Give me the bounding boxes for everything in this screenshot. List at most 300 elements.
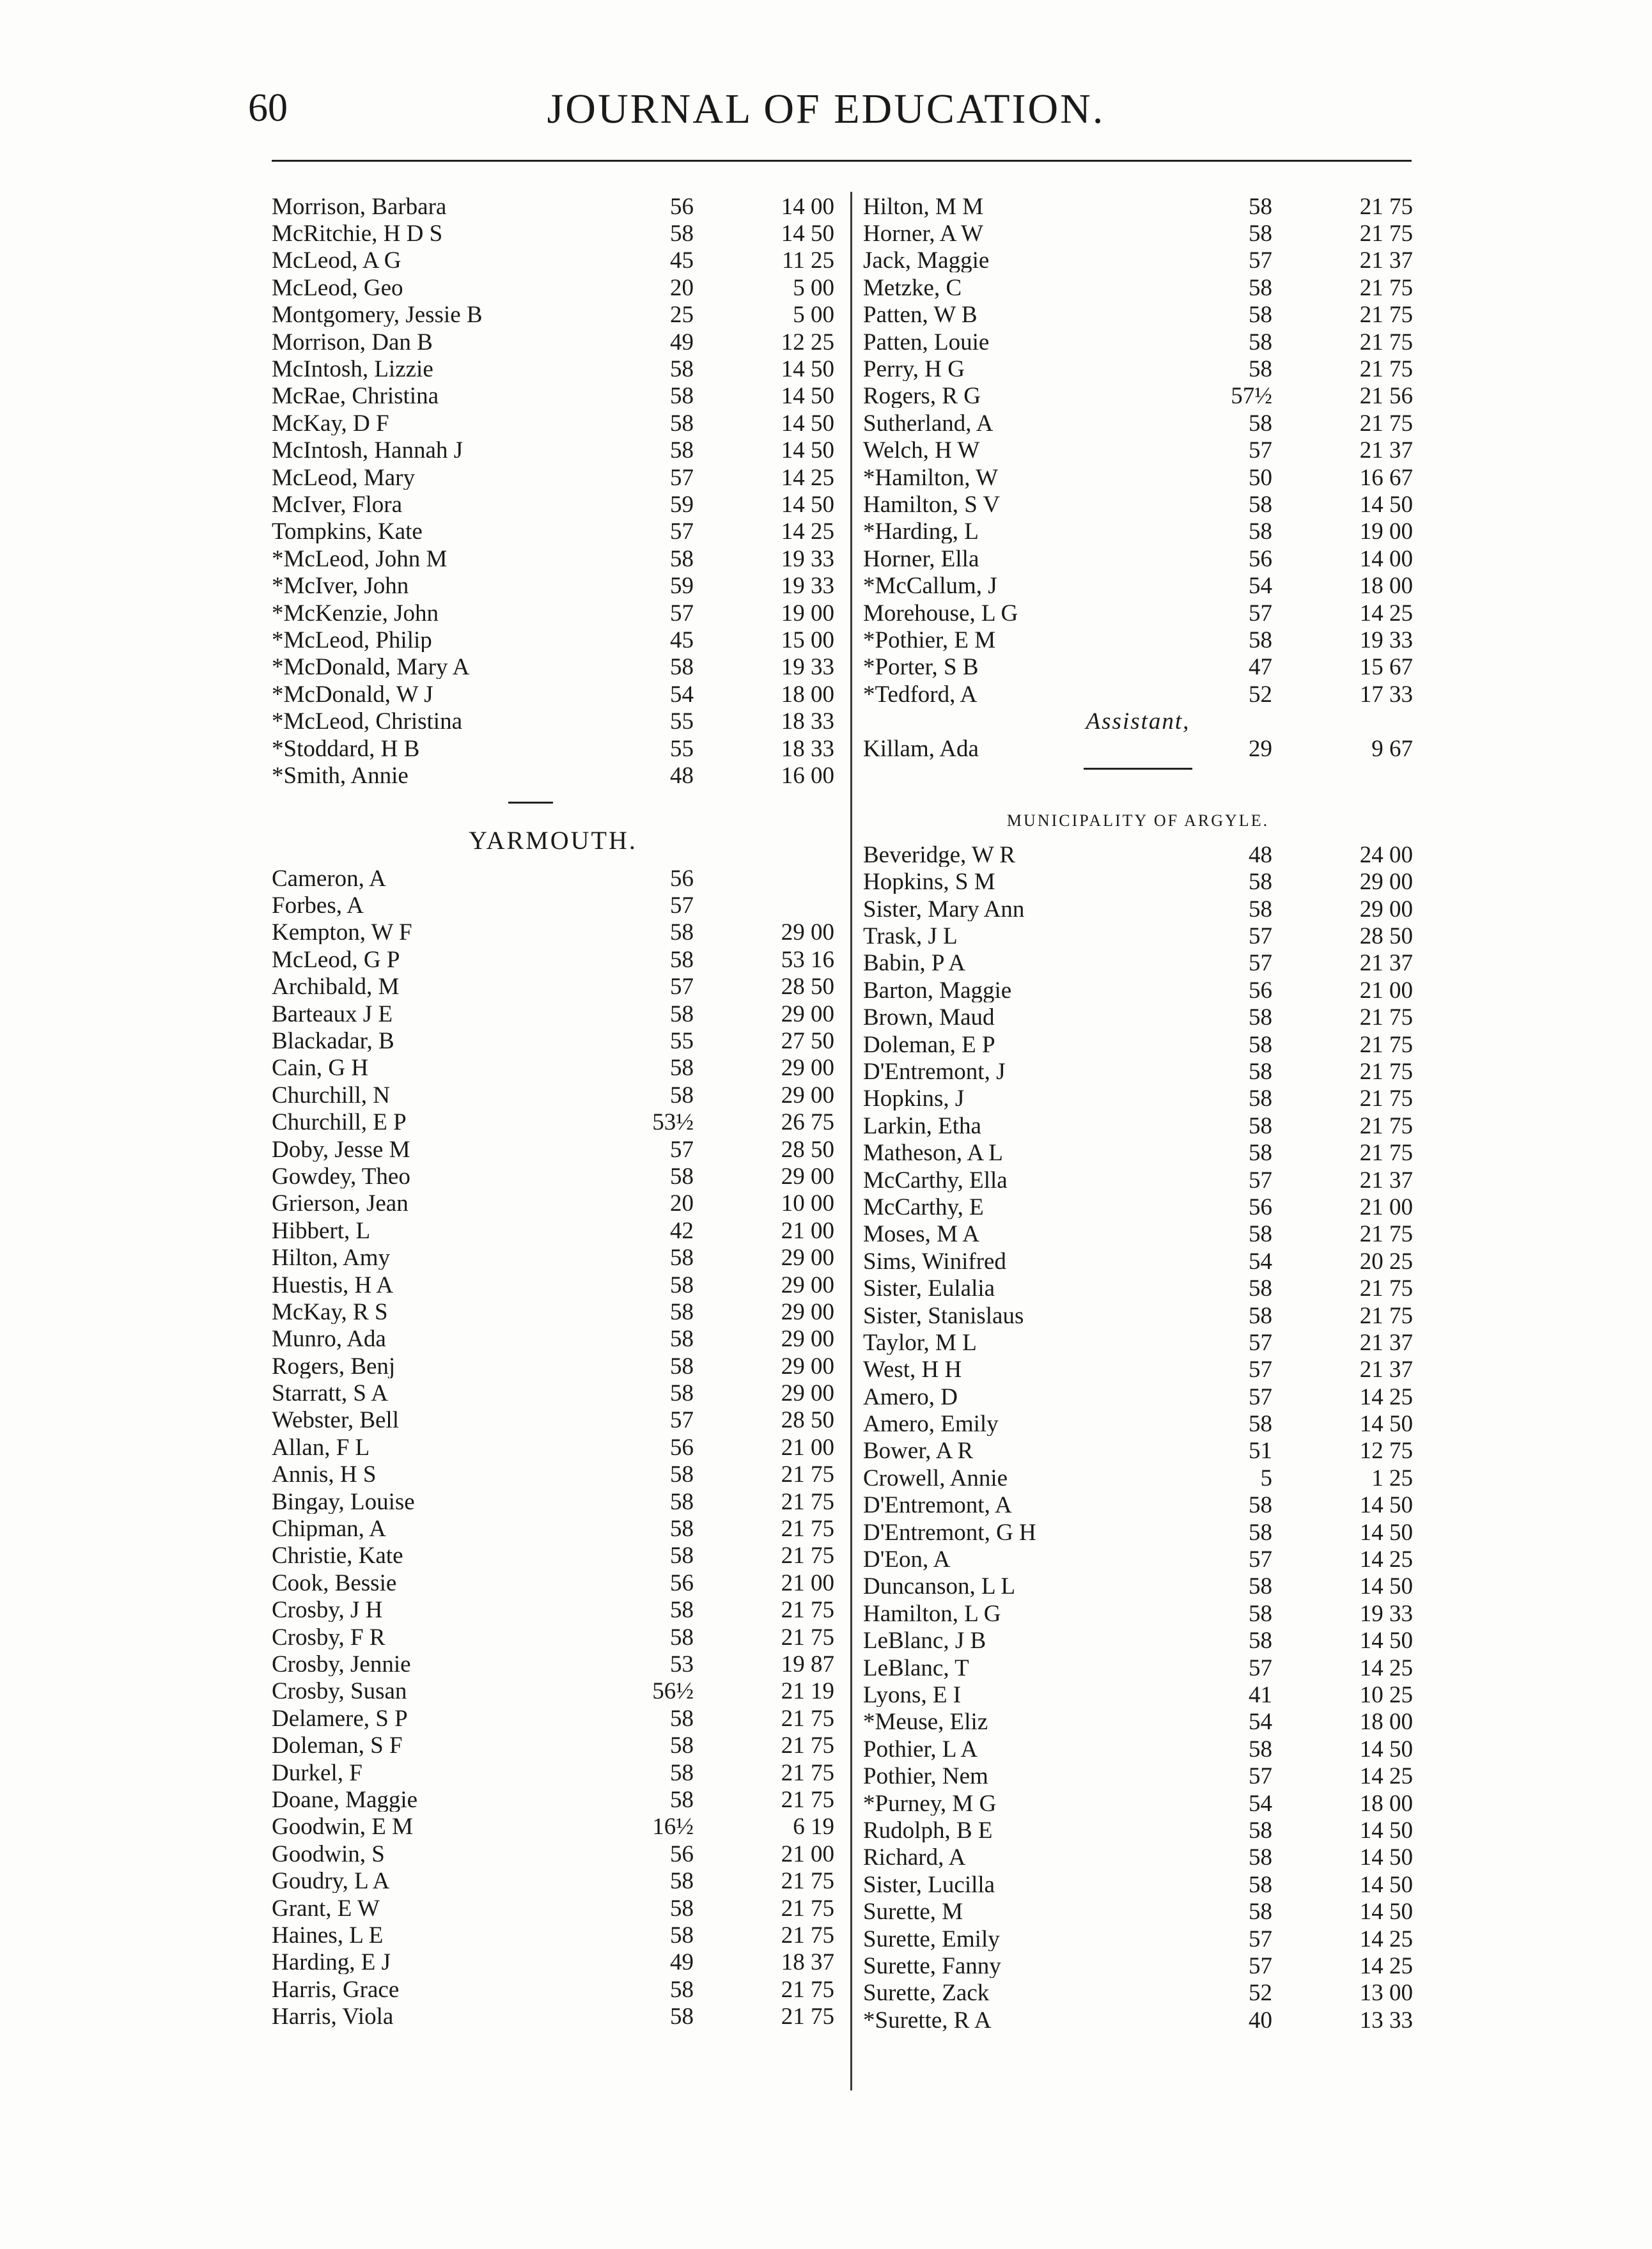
teacher-name: *Harding, L [863,520,979,544]
days-taught: 56 [670,1569,694,1596]
teacher-name: Larkin, Etha [863,1114,981,1138]
days-taught: 57 [670,1407,694,1434]
table-row [863,869,1413,896]
teacher-name: Morehouse, L G [863,601,1018,625]
days-taught: 57 [670,600,694,626]
table-row [272,1027,834,1054]
table-row [863,1275,1413,1302]
table-row [272,1434,834,1461]
amount: 14 25 [781,464,834,491]
table-row [272,302,834,329]
days-taught: 58 [670,1326,694,1353]
days-taught: 29 [1249,735,1272,762]
table-row [272,1732,834,1759]
table-row [272,1380,834,1406]
amount: 12 75 [1359,1438,1413,1465]
amount: 21 75 [781,1488,834,1515]
teacher-name: Gowdey, Theo [272,1164,410,1188]
amount: 21 75 [1359,1059,1413,1086]
days-taught: 58 [670,1868,694,1895]
amount: 21 75 [1359,1004,1413,1031]
amount: 28 50 [781,974,834,1000]
amount: 14 25 [1359,600,1413,626]
table-row [272,491,834,518]
days-taught: 58 [1249,410,1272,437]
table-row [863,1329,1413,1356]
amount: 6 19 [793,1814,834,1840]
days-taught: 56 [670,1434,694,1461]
days-taught: 57 [670,464,694,491]
table-row [863,247,1413,274]
amount: 21 75 [781,1732,834,1759]
days-taught: 59 [670,573,694,600]
table-row [272,626,834,653]
days-taught: 45 [670,247,694,274]
days-taught: 58 [1249,518,1272,545]
teacher-name: LeBlanc, T [863,1656,969,1680]
amount: 21 75 [781,1705,834,1732]
days-taught: 58 [1249,1031,1272,1058]
amount: 14 50 [1359,491,1413,518]
amount: 21 75 [1359,1086,1413,1112]
table-row [863,545,1413,572]
teacher-name: *McCallum, J [863,574,997,598]
amount: 21 75 [1359,1302,1413,1329]
amount: 14 50 [1359,1899,1413,1926]
table-row [863,1736,1413,1763]
days-taught: 56 [670,865,694,892]
teacher-name: Hibbert, L [272,1218,371,1243]
amount: 21 75 [1359,1275,1413,1302]
amount: 21 75 [1359,1031,1413,1058]
days-taught: 58 [670,1298,694,1325]
table-row [863,1926,1413,1952]
teacher-name: Crosby, J H [272,1598,383,1623]
table-row [863,1709,1413,1736]
days-taught: 58 [1249,1492,1272,1519]
days-taught: 56 [1249,545,1272,572]
amount: 21 75 [781,1895,834,1922]
table-row [863,977,1413,1004]
teacher-name: Crowell, Annie [863,1466,1008,1490]
teacher-name: D'Entremont, J [863,1060,1006,1084]
teacher-name: Morrison, Barbara [272,194,447,219]
days-taught: 58 [1249,1573,1272,1600]
teacher-name: *Porter, S B [863,655,979,680]
amount: 21 75 [781,1516,834,1543]
days-taught: 57 [670,518,694,545]
days-taught: 58 [1249,356,1272,383]
teacher-name: Matheson, A L [863,1141,1003,1165]
table-row [272,1678,834,1705]
table-row [863,437,1413,464]
table-row [272,2003,834,2030]
teacher-name: Huestis, H A [272,1273,394,1297]
table-row [863,1004,1413,1031]
table-row [863,841,1413,868]
table-row [272,1759,834,1786]
days-taught: 52 [1249,681,1272,708]
teacher-name: Killam, Ada [863,736,979,761]
days-taught: 58 [1249,193,1272,220]
amount: 21 00 [781,1840,834,1867]
teacher-name: Doby, Jesse M [272,1137,410,1162]
table-row [863,1600,1413,1627]
table-row [863,1546,1413,1573]
table-row [272,274,834,301]
days-taught: 58 [670,1055,694,1082]
teacher-name: Bower, A R [863,1439,974,1463]
teacher-name: D'Entremont, G H [863,1520,1036,1545]
amount: 21 00 [781,1217,834,1244]
table-row [863,1194,1413,1220]
days-taught: 51 [1249,1438,1272,1465]
teacher-name: *McDonald, Mary A [272,655,470,680]
days-taught: 58 [1249,869,1272,896]
amount: 28 50 [781,1136,834,1163]
table-row [272,1597,834,1624]
teacher-name: Sims, Winifred [863,1249,1006,1273]
teacher-name: Rudolph, B E [863,1818,993,1842]
section-separator [272,790,834,816]
teacher-name: Chipman, A [272,1517,386,1541]
days-taught: 56 [1249,1194,1272,1220]
days-taught: 57 [1249,1357,1272,1383]
amount: 18 33 [781,708,834,735]
teacher-name: McLeod, G P [272,947,400,972]
amount: 19 00 [1359,518,1413,545]
table-row [863,1817,1413,1844]
table-row [272,735,834,762]
days-taught: 45 [670,626,694,653]
teacher-name: *Purney, M G [863,1791,997,1816]
table-row [863,464,1413,491]
amount: 18 00 [781,681,834,708]
table-row [863,572,1413,599]
days-taught: 58 [1249,1871,1272,1898]
days-taught: 57 [670,1136,694,1163]
days-taught: 58 [1249,1628,1272,1654]
table-row [863,1628,1413,1654]
amount: 21 75 [1359,193,1413,220]
days-taught: 57 [1249,1763,1272,1790]
days-taught: 58 [670,437,694,464]
amount: 21 56 [1359,383,1413,410]
table-row [863,1302,1413,1329]
teacher-name: Patten, W B [863,303,978,327]
teacher-name: Christie, Kate [272,1544,403,1568]
amount: 5 00 [793,274,834,301]
table-row [272,1976,834,2003]
days-taught: 58 [1249,274,1272,301]
teacher-name: Annis, H S [272,1463,377,1487]
days-taught: 58 [670,1895,694,1922]
days-taught: 57 [1249,950,1272,977]
amount: 29 00 [781,1055,834,1082]
days-taught: 20 [670,274,694,301]
amount: 21 75 [1359,1140,1413,1167]
table-row [272,762,834,789]
amount: 29 00 [781,919,834,946]
table-row [863,1167,1413,1194]
days-taught: 55 [670,1028,694,1055]
table-row [863,1492,1413,1519]
amount: 24 00 [1359,841,1413,868]
left-column [272,193,834,2030]
table-row [272,1895,834,1922]
amount: 21 75 [781,1976,834,2003]
teacher-name: Webster, Bell [272,1408,399,1433]
teacher-name: *McLeod, Philip [272,628,432,652]
amount: 21 37 [1359,1357,1413,1383]
table-row [272,600,834,626]
teacher-name: Barton, Maggie [863,978,1012,1002]
amount: 12 25 [781,329,834,355]
days-taught: 58 [670,1624,694,1651]
teacher-name: McLeod, A G [272,249,401,273]
teacher-name: Moses, M A [863,1222,979,1247]
table-row [272,946,834,973]
days-taught: 57 [1249,1546,1272,1573]
amount: 18 33 [781,735,834,762]
amount: 29 00 [781,1082,834,1109]
days-taught: 42 [670,1217,694,1244]
table-row [863,1221,1413,1248]
days-taught: 58 [1249,1086,1272,1112]
table-row [272,1786,834,1813]
journal-title: JOURNAL OF EDUCATION. [547,86,1105,132]
table-row [863,1763,1413,1789]
section-separator [863,762,1413,775]
teacher-name: *McDonald, W J [272,682,433,706]
table-row [863,1031,1413,1058]
teacher-name: McIntosh, Hannah J [272,439,464,463]
days-taught: 57 [1249,1952,1272,1979]
table-row [272,1244,834,1271]
teacher-name: Archibald, M [272,975,400,999]
amount: 13 33 [1359,2007,1413,2034]
teacher-name: Pothier, L A [863,1737,978,1761]
teacher-name: Doleman, E P [863,1032,995,1057]
days-taught: 41 [1249,1682,1272,1708]
table-row [272,1922,834,1949]
teacher-name: Surette, Emily [863,1927,1000,1951]
table-row [272,383,834,410]
days-taught: 20 [670,1190,694,1217]
days-taught: 58 [670,1759,694,1786]
amount: 9 67 [1371,735,1413,762]
table-row [272,1217,834,1244]
days-taught: 56½ [652,1678,694,1705]
teacher-name: Harris, Viola [272,2005,394,2029]
teacher-name: *Smith, Annie [272,763,409,788]
table-row [272,1543,834,1569]
amount: 21 00 [781,1434,834,1461]
amount: 21 75 [1359,274,1413,301]
teacher-name: *McIver, John [272,574,409,598]
amount: 29 00 [781,1000,834,1027]
table-row [863,922,1413,949]
days-taught: 57 [670,974,694,1000]
amount: 26 75 [781,1109,834,1136]
teacher-name: Kempton, W F [272,921,412,945]
table-row [863,1357,1413,1383]
amount: 21 75 [1359,1221,1413,1248]
amount: 29 00 [1359,869,1413,896]
amount: 21 37 [1359,1329,1413,1356]
days-taught: 58 [670,1380,694,1407]
amount: 14 25 [1359,1546,1413,1573]
teacher-name: *Pothier, E M [863,628,996,652]
days-taught: 5 [1260,1465,1272,1491]
table-row [863,1980,1413,2007]
amount: 28 50 [1359,923,1413,950]
teacher-name: Blackadar, B [272,1029,394,1054]
right-column [863,193,1413,2034]
days-taught: 54 [670,681,694,708]
teacher-name: Amero, Emily [863,1412,999,1436]
days-taught: 58 [1249,1112,1272,1139]
amount: 18 00 [1359,1709,1413,1736]
table-row [272,1407,834,1434]
amount: 14 00 [1359,545,1413,572]
assistant-row [863,735,1413,762]
amount: 21 00 [1359,977,1413,1004]
days-taught: 58 [670,1163,694,1190]
section-heading-argyle: MUNICIPALITY OF ARGYLE. [1006,811,1270,830]
amount: 21 37 [1359,247,1413,274]
days-taught: 57 [1249,1329,1272,1356]
table-row [863,1438,1413,1465]
days-taught: 54 [1249,1790,1272,1817]
table-row [863,410,1413,437]
table-row [272,220,834,247]
amount: 18 00 [1359,1790,1413,1817]
amount: 15 67 [1359,654,1413,681]
days-taught: 50 [1249,464,1272,491]
amount: 21 75 [781,1461,834,1488]
amount: 14 50 [1359,1492,1413,1519]
amount: 29 00 [781,1353,834,1380]
table-row [272,1326,834,1353]
table-row [863,681,1413,708]
amount: 27 50 [781,1028,834,1055]
days-taught: 58 [1249,1844,1272,1871]
days-taught: 58 [1249,1899,1272,1926]
days-taught: 54 [1249,1248,1272,1275]
days-taught: 58 [1249,1411,1272,1438]
teacher-name: Hamilton, S V [863,492,1001,517]
table-row [863,950,1413,977]
teacher-name: D'Eon, A [863,1548,951,1572]
table-row [863,654,1413,681]
amount: 14 50 [781,383,834,410]
days-taught: 58 [670,1597,694,1624]
teacher-name: Pothier, Nem [863,1764,988,1789]
amount: 21 75 [781,1624,834,1651]
table-row [272,437,834,464]
teacher-name: McIntosh, Lizzie [272,357,433,382]
table-row [863,1058,1413,1085]
days-taught: 58 [670,1732,694,1759]
teacher-name: *Surette, R A [863,2008,992,2032]
days-taught: 58 [670,946,694,973]
days-taught: 58 [670,1922,694,1949]
amount: 21 75 [781,1543,834,1569]
table-row [863,600,1413,626]
days-taught: 57 [1249,1926,1272,1952]
amount: 29 00 [781,1163,834,1190]
teacher-name: Metzke, C [863,276,962,300]
table-row [863,1112,1413,1139]
teacher-name: McKay, R S [272,1300,388,1324]
teacher-name: Sutherland, A [863,411,994,435]
days-taught: 53 [670,1651,694,1677]
table-row [272,1353,834,1380]
table-row [863,1410,1413,1437]
amount: 14 50 [781,356,834,383]
table-row [272,1624,834,1651]
table-row [272,1569,834,1596]
table-row [272,1515,834,1542]
amount: 29 00 [781,1380,834,1407]
days-taught: 55 [670,708,694,735]
argyle-list [863,841,1413,2034]
teacher-name: Sister, Stanislaus [863,1303,1024,1328]
amount: 21 75 [781,1597,834,1624]
amount: 16 67 [1359,464,1413,491]
right-top-list [863,193,1413,708]
amount: 14 50 [1359,1817,1413,1844]
amount: 29 00 [1359,896,1413,922]
amount: 19 33 [781,654,834,681]
amount: 19 33 [781,545,834,572]
table-row [272,1082,834,1109]
table-row [272,1814,834,1840]
teacher-name: Churchill, N [272,1083,390,1107]
teacher-name: Morrison, Dan B [272,330,433,354]
teacher-name: Sister, Lucilla [863,1872,995,1897]
amount: 14 25 [781,518,834,545]
teacher-name: Forbes, A [272,894,364,918]
amount: 14 50 [1359,1736,1413,1763]
teacher-name: Doleman, S F [272,1734,403,1758]
teacher-name: Crosby, Susan [272,1679,407,1704]
table-row [272,1298,834,1325]
table-row [272,572,834,599]
amount: 14 50 [781,410,834,437]
table-row [863,1465,1413,1491]
days-taught: 48 [1249,841,1272,868]
amount: 21 75 [781,1868,834,1895]
teacher-name: *Tedford, A [863,682,978,706]
days-taught: 58 [670,1543,694,1569]
days-taught: 56 [670,193,694,220]
teacher-name: Perry, H G [863,357,965,382]
days-taught: 25 [670,302,694,329]
amount: 14 50 [781,437,834,464]
teacher-name: Durkel, F [272,1761,362,1785]
table-row [272,464,834,491]
table-row [272,1705,834,1732]
teacher-name: Horner, A W [863,222,983,246]
teacher-name: LeBlanc, J B [863,1629,986,1653]
teacher-name: Welch, H W [863,439,980,463]
table-row [272,1055,834,1082]
table-row [272,410,834,437]
teacher-name: *McLeod, Christina [272,710,463,734]
days-taught: 16½ [652,1814,694,1840]
